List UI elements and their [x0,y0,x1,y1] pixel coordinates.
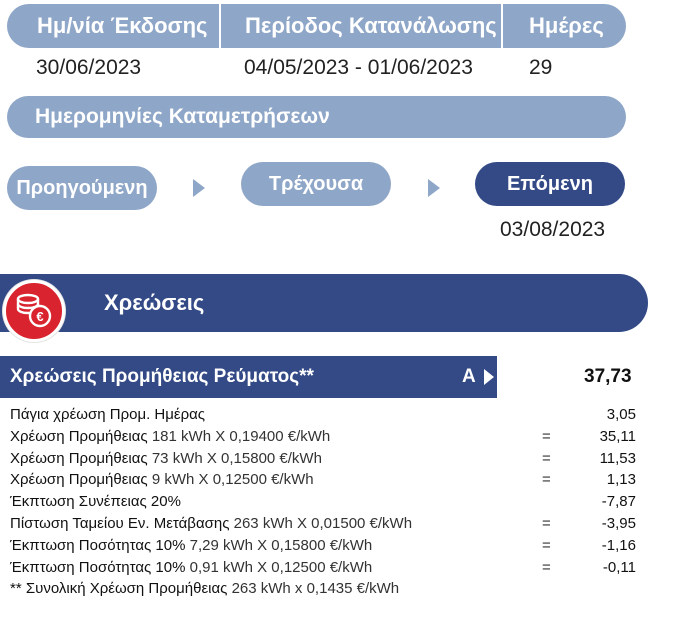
previous-reading-step: Προηγούμενη [7,166,157,210]
charge-detail: 0,91 kWh X 0,12500 €/kWh [189,559,373,576]
charge-row [10,513,640,534]
charges-title: Χρεώσεις [104,290,205,315]
charge-row [10,469,640,490]
charge-label: Πάγια χρέωση Προμ. Ημέρας [10,406,206,423]
charge-label: Χρέωση Προμήθειας [10,450,148,467]
charge-label: Έκπτωση Συνέπειας 20% [10,493,181,510]
equals-sign: = [542,515,551,532]
issue-date-label: Ημ/νία Έκδοσης [37,13,208,38]
next-reading-date: 03/08/2023 [500,218,606,241]
charge-amount: -3,95 [601,515,636,532]
period-value: 04/05/2023 - 01/06/2023 [244,56,473,79]
supply-charges-title: Χρεώσεις Προμήθειας Ρεύματος** [10,366,314,387]
charge-amount: -0,11 [602,559,636,576]
header-divider [219,4,221,48]
charge-label: Πίστωση Ταμείου Εν. Μετάβασης [10,515,230,532]
supply-code: A [462,366,476,387]
charge-row [10,557,640,578]
charge-amount: -1,16 [601,537,636,554]
next-reading-step: Επόμενη [475,162,625,206]
triangle-right-icon [484,369,494,385]
charge-amount: -7,87 [601,493,636,510]
charge-amount: 11,53 [599,450,636,467]
charge-row [10,426,640,447]
charge-detail: 9 kWh X 0,12500 €/kWh [151,471,314,488]
charge-detail: 263 kWh x 0,1435 €/kWh [231,580,400,597]
charge-amount: 35,11 [599,428,636,445]
header-divider [501,4,503,48]
equals-sign: = [542,450,551,467]
charge-amount: 3,05 [606,406,636,423]
equals-sign: = [542,537,551,554]
svg-text:€: € [36,309,44,324]
charge-row [10,404,640,425]
period-label: Περίοδος Κατανάλωσης [245,13,497,38]
supply-charges-header [0,356,497,398]
charge-label: ** Συνολική Χρέωση Προμήθειας [10,580,228,597]
charge-row [10,491,640,512]
days-value: 29 [529,56,553,79]
charge-label: Έκπτωση Ποσότητας 10% [10,537,186,554]
equals-sign: = [542,428,551,445]
charge-detail: 73 kWh X 0,15800 €/kWh [151,450,322,467]
charge-row [10,535,640,556]
chevron-right-icon [193,179,205,197]
charge-amount: 1,13 [606,471,636,488]
charge-detail: 263 kWh X 0,01500 €/kWh [233,515,413,532]
current-reading-step: Τρέχουσα [241,162,391,206]
charges-section-header [0,274,648,332]
charge-label: Χρέωση Προμήθειας [10,428,148,445]
readings-title: Ημερομηνίες Καταμετρήσεων [35,105,330,128]
charge-detail: 181 kWh X 0,19400 €/kWh [151,428,331,445]
equals-sign: = [542,471,551,488]
days-label: Ημέρες [529,13,604,38]
readings-dates-header [7,96,626,138]
charge-row [10,448,640,469]
issue-date-value: 30/06/2023 [36,56,142,79]
charge-row [10,578,640,599]
charge-detail: 7,29 kWh X 0,15800 €/kWh [189,537,373,554]
supply-charges-total: 37,73 [584,366,632,387]
coins-euro-icon [3,280,65,342]
charge-label: Χρέωση Προμήθειας [10,471,148,488]
charge-label: Έκπτωση Ποσότητας 10% [10,559,186,576]
equals-sign: = [542,559,551,576]
chevron-right-icon [428,179,440,197]
bill-info-header [7,4,626,48]
